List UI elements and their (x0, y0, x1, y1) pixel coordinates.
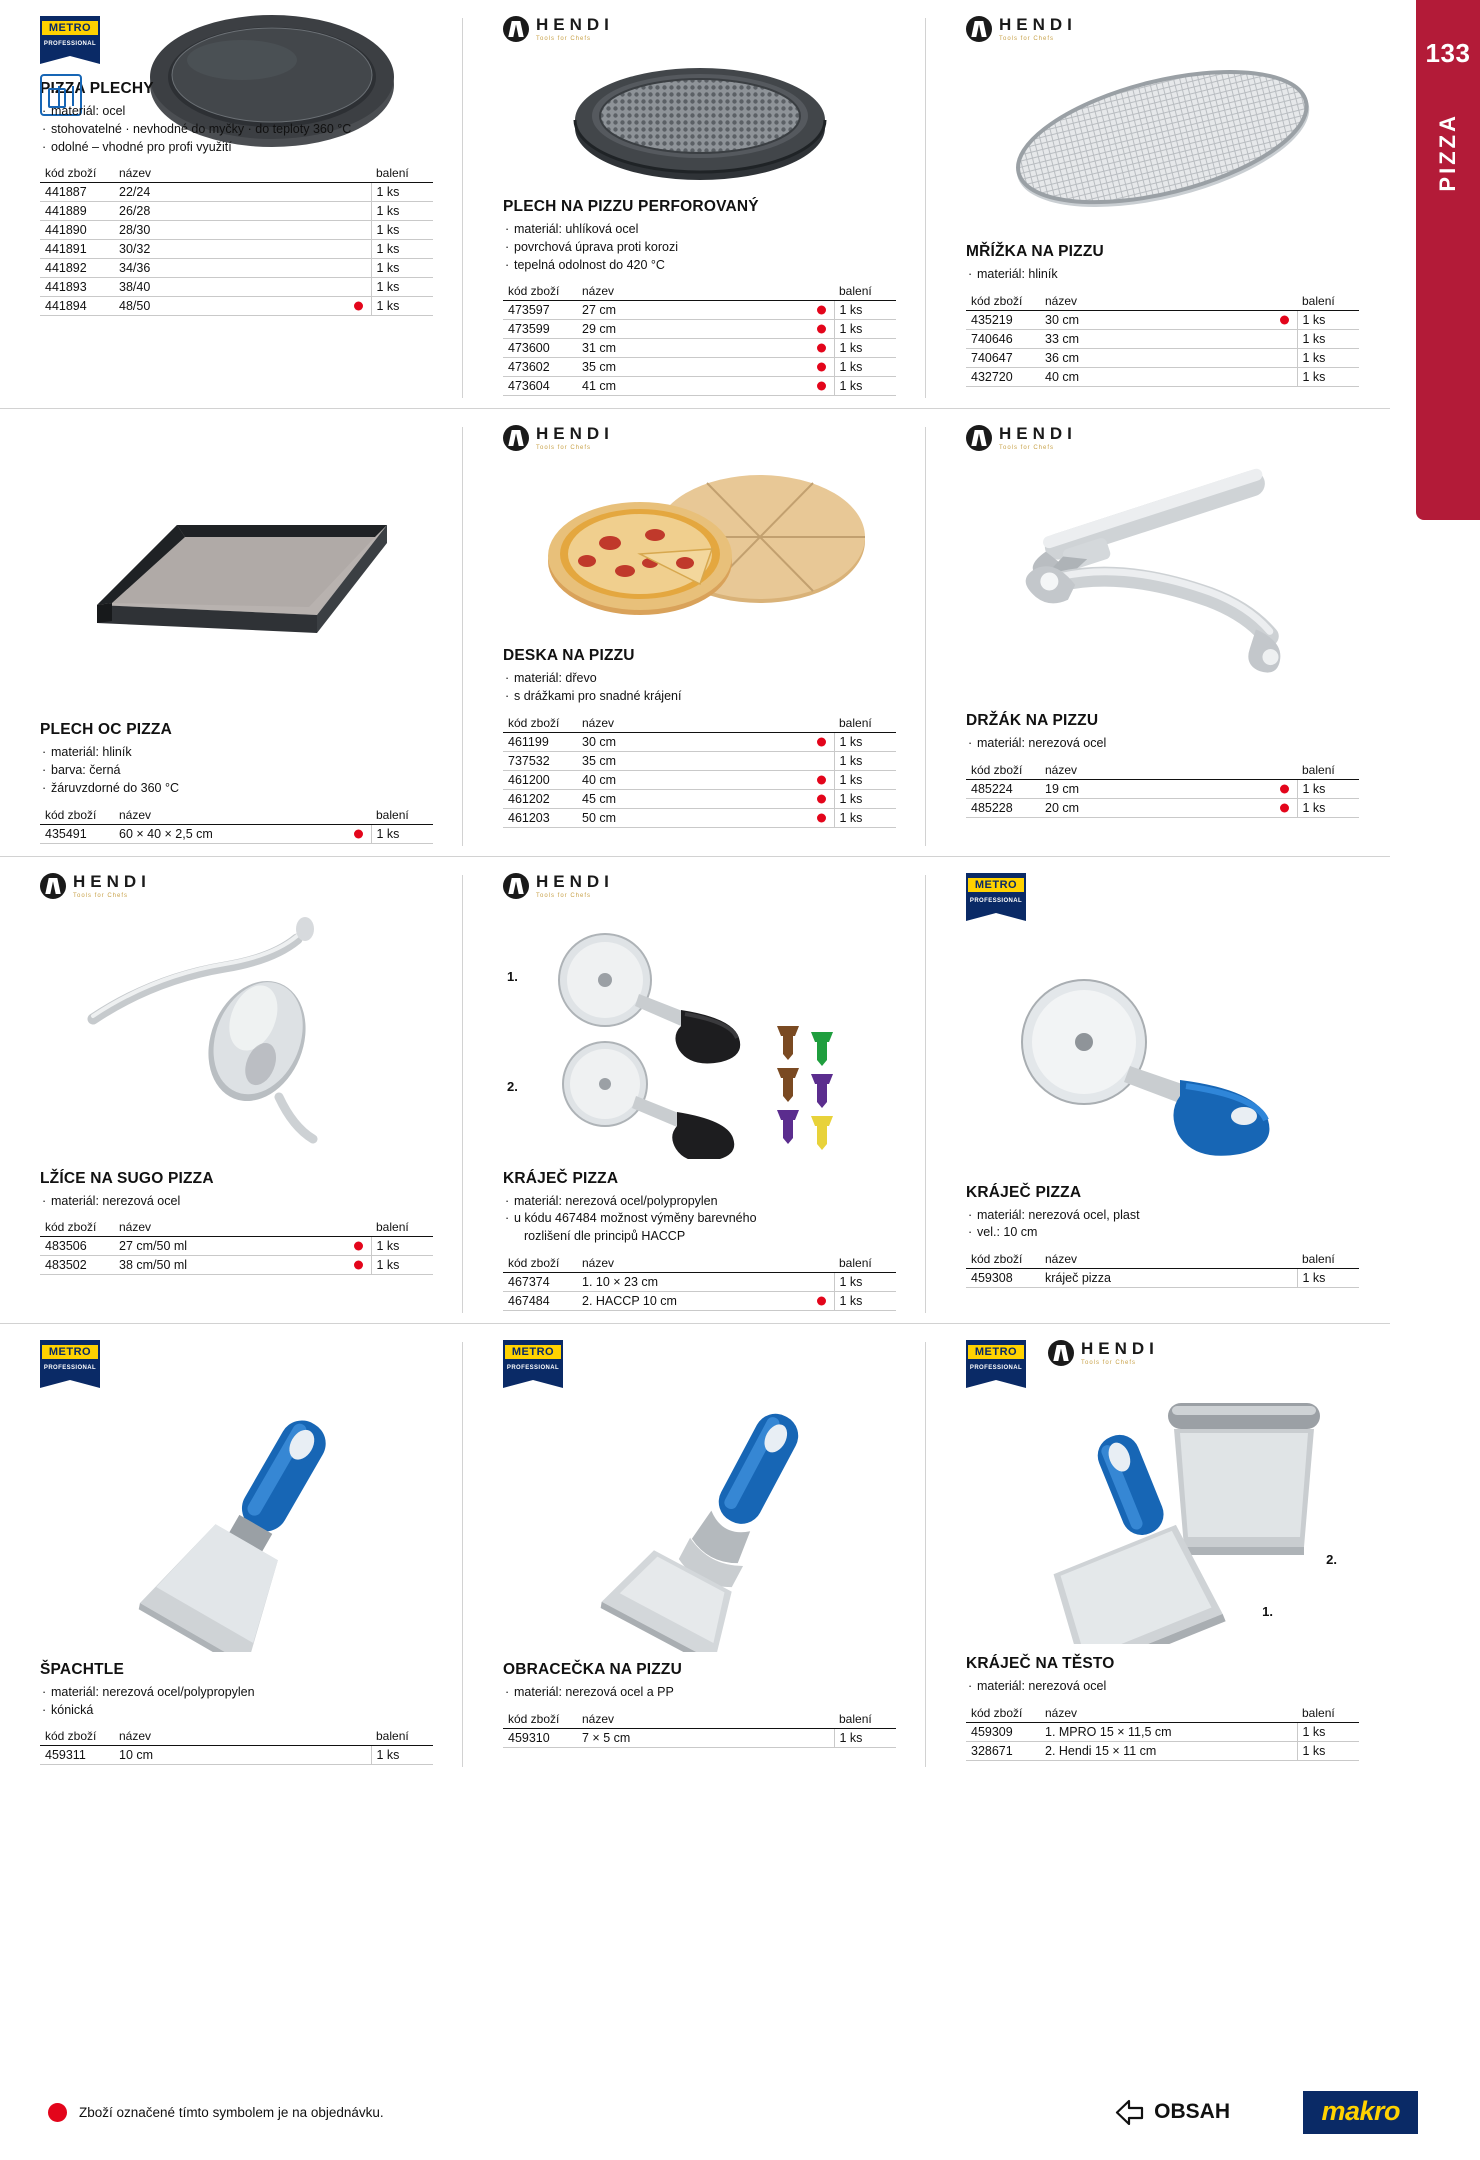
product-row (0, 409, 1390, 856)
product-image-spachtle (40, 1380, 433, 1655)
product-card-drzak-na-pizzu (926, 409, 1389, 855)
spec-line: · s drážkami pro snadné krájení (503, 688, 896, 706)
order-dot-icon (817, 794, 826, 803)
product-title: KRÁJEČ PIZZA (503, 1169, 619, 1187)
product-title: KRÁJEČ PIZZA (966, 1183, 1082, 1201)
metro-logo (40, 16, 100, 56)
brand-logos (40, 16, 433, 74)
table-row: 328671 2. Hendi 15 × 11 cm 1 ks (966, 1741, 1359, 1760)
product-card-plech-na-pizzu-perforovany (463, 0, 926, 408)
product-row (0, 857, 1390, 1324)
sku-table: kód zboží název balení 435491 60 × 40 × 2,5 cm 1 ks (40, 807, 433, 844)
table-row: 441894 48/50 1 ks (40, 297, 433, 316)
sku-table: kód zboží název balení 473597 27 cm 1 ks 473599 29 cm 1 ks 473600 31 cm 1 ks 473602 35 cm 1 ks 473604 41 cm 1 ks (503, 283, 896, 396)
product-title: OBRACEČKA NA PIZZU (503, 1660, 682, 1678)
table-row: 435219 30 cm 1 ks (966, 310, 1359, 329)
product-row (0, 1324, 1390, 1778)
spec-line: · materiál: hliník (40, 744, 433, 762)
order-dot-icon (354, 1261, 363, 1270)
product-specs (966, 735, 1359, 753)
page-side-tab (1416, 0, 1480, 520)
product-specs (40, 1193, 433, 1211)
obsah-label: OBSAH (1154, 2100, 1230, 2123)
spec-line: · materiál: hliník (966, 266, 1359, 284)
order-dot-icon (817, 325, 826, 334)
order-dot-icon (1280, 785, 1289, 794)
sku-table: kód zboží název balení 485224 19 cm 1 ks 485228 20 cm 1 ks (966, 762, 1359, 818)
order-dot-icon (817, 737, 826, 746)
figure-label-2: 2. (1326, 1551, 1337, 1567)
hendi-mark-icon (966, 425, 992, 451)
sku-table (40, 165, 433, 316)
sku-table: kód zboží název balení 459311 10 cm 1 ks (40, 1728, 433, 1765)
th-pack: balení (371, 165, 433, 183)
order-dot-icon (817, 382, 826, 391)
order-dot-icon (354, 302, 363, 311)
sku-table: kód zboží název balení 459308 kráječ pizza 1 ks (966, 1251, 1359, 1288)
table-row: 467374 1. 10 × 23 cm 1 ks (503, 1272, 896, 1291)
section-label: PIZZA (1435, 113, 1460, 192)
product-title: MŘÍŽKA NA PIZZU (966, 243, 1104, 260)
table-row: 483502 38 cm/50 ml 1 ks (40, 1256, 433, 1275)
spec-line: · kónická (40, 1702, 433, 1720)
hendi-logo: HENDI Tools for Chefs (966, 16, 1359, 42)
hendi-logo: HENDI Tools for Chefs (503, 873, 896, 899)
order-dot-icon (817, 344, 826, 353)
spec-line: · tepelná odolnost do 420 °C (503, 257, 896, 275)
product-card-pizza-plechy (0, 0, 463, 408)
th-code: kód zboží (40, 165, 114, 183)
product-card-obracecka (463, 1324, 926, 1778)
table-row: 740647 36 cm 1 ks (966, 348, 1359, 367)
product-title: DESKA NA PIZZU (503, 647, 635, 665)
sku-table: kód zboží název balení 467374 1. 10 × 23 cm 1 ks 467484 2. HACCP 10 cm 1 ks (503, 1255, 896, 1311)
product-title: KRÁJEČ NA TĚSTO (966, 1654, 1115, 1672)
table-row: 461202 45 cm 1 ks (503, 789, 896, 808)
spec-line: · povrchová úprava proti korozi (503, 239, 896, 257)
product-image-krajec-hendi (503, 899, 896, 1164)
table-row: 459311 10 cm 1 ks (40, 1746, 433, 1765)
product-image-plech-perforovany (503, 42, 896, 192)
product-card-krajec-pizza-metro (926, 857, 1389, 1323)
table-row: 441892 34/36 1 ks (40, 259, 433, 278)
metro-logo: METRO PROFESSIONAL (966, 873, 1026, 913)
spec-line: · materiál: uhlíková ocel (503, 221, 896, 239)
hendi-mark-icon (503, 873, 529, 899)
figure-label-1: 1. (1262, 1603, 1273, 1619)
page-number: 133 (1425, 38, 1471, 68)
order-dot-icon (1280, 804, 1289, 813)
spec-line: · materiál: nerezová ocel (966, 735, 1359, 753)
hendi-logo: HENDI Tools for Chefs (966, 425, 1359, 451)
table-row: 441889 26/28 1 ks (40, 202, 433, 221)
table-row: 441890 28/30 1 ks (40, 221, 433, 240)
product-specs (503, 221, 896, 274)
table-row: 485224 19 cm 1 ks (966, 780, 1359, 799)
product-title: DRŽÁK NA PIZZU (966, 712, 1099, 730)
metro-logo-text: METRO (42, 21, 98, 35)
product-card-mrizka-na-pizzu (926, 0, 1389, 408)
product-title: PLECH OC PIZZA (40, 721, 172, 739)
table-row: 459309 1. MPRO 15 × 11,5 cm 1 ks (966, 1722, 1359, 1741)
table-row: 461199 30 cm 1 ks (503, 732, 896, 751)
spec-line: · materiál: nerezová ocel/polypropylen (40, 1684, 433, 1702)
product-image-krajec-metro (966, 913, 1359, 1178)
spec-line: · materiál: nerezová ocel a PP (503, 1684, 896, 1702)
hendi-mark-icon (503, 425, 529, 451)
table-row: 473600 31 cm 1 ks (503, 339, 896, 358)
table-row: 459310 7 × 5 cm 1 ks (503, 1728, 896, 1747)
sku-table: kód zboží název balení 459310 7 × 5 cm 1 ks (503, 1711, 896, 1748)
figure-label-2: 2. (507, 1078, 518, 1094)
product-image-obracecka (503, 1380, 896, 1655)
metro-logo: METRO PROFESSIONAL (503, 1340, 563, 1380)
order-dot-icon (1280, 315, 1289, 324)
product-title: PLECH NA PIZZU PERFOROVANÝ (503, 198, 759, 215)
product-card-plech-oc-pizza (0, 409, 463, 855)
product-specs (503, 1684, 896, 1702)
brand-logos (966, 1340, 1359, 1384)
spec-line: · materiál: ocel (40, 103, 433, 121)
order-legend-text: Zboží označené tímto symbolem je na objednávku. (79, 2104, 384, 2120)
product-row (0, 0, 1390, 409)
table-row: 461200 40 cm 1 ks (503, 770, 896, 789)
back-arrow-icon (1115, 2099, 1145, 2125)
spec-line: · materiál: nerezová ocel (40, 1193, 433, 1211)
sku-table: kód zboží název balení 483506 27 cm/50 ml 1 ks 483502 38 cm/50 ml 1 ks (40, 1219, 433, 1275)
product-image-mrizka (966, 42, 1359, 237)
product-specs (966, 266, 1359, 284)
product-image-drzak (966, 451, 1359, 706)
spec-line: · materiál: dřevo (503, 670, 896, 688)
hendi-logo: HENDI Tools for Chefs (503, 425, 896, 451)
spec-line: rozlišení dle principů HACCP (524, 1229, 686, 1243)
product-specs (40, 744, 433, 797)
product-title: ŠPACHTLE (40, 1660, 124, 1678)
order-dot-icon (354, 829, 363, 838)
table-row: 737532 35 cm 1 ks (503, 751, 896, 770)
table-row: 441893 38/40 1 ks (40, 278, 433, 297)
product-specs (503, 1193, 896, 1246)
product-title: LŽÍCE NA SUGO PIZZA (40, 1169, 214, 1187)
product-card-krajec-pizza-hendi (463, 857, 926, 1323)
product-card-spachtle (0, 1324, 463, 1778)
metro-logo-sub: PROFESSIONAL (43, 41, 97, 47)
product-image-lzice (40, 899, 433, 1164)
sku-table: kód zboží název balení 435219 30 cm 1 ks 740646 33 cm 1 ks 740647 36 cm 1 ks 432720 40 cm 1 ks (966, 293, 1359, 387)
table-row: 441891 30/32 1 ks (40, 240, 433, 259)
product-image-krajec-testo (966, 1384, 1359, 1649)
spec-line: · stohovatelné · nevhodné do myčky · do teploty 360 °C (40, 121, 433, 139)
page-footer (0, 2064, 1480, 2160)
table-row: 435491 60 × 40 × 2,5 cm 1 ks (40, 824, 433, 843)
order-dot-icon (817, 775, 826, 784)
product-title: PIZZA PLECHY (40, 80, 154, 97)
spec-line: · odolné – vhodné pro profi využití (40, 139, 433, 157)
makro-logo: makro (1303, 2091, 1418, 2134)
spec-line: · barva: černá (40, 762, 433, 780)
table-row: 473604 41 cm 1 ks (503, 377, 896, 396)
obsah-link[interactable] (1115, 2099, 1230, 2125)
spec-line: · materiál: nerezová ocel (966, 1678, 1359, 1696)
order-dot-icon (817, 306, 826, 315)
product-specs (966, 1678, 1359, 1696)
order-dot-icon (817, 1296, 826, 1305)
product-specs (966, 1207, 1359, 1243)
metro-logo: METRO PROFESSIONAL (40, 1340, 100, 1380)
order-legend (48, 2103, 384, 2122)
table-row: 467484 2. HACCP 10 cm 1 ks (503, 1291, 896, 1310)
order-dot-icon (48, 2103, 67, 2122)
spec-line: · materiál: nerezová ocel, plast (966, 1207, 1359, 1225)
hendi-logo-tagline: Tools for Chefs (536, 36, 592, 42)
sku-table: kód zboží název balení 461199 30 cm 1 ks 737532 35 cm 1 ks 461200 40 cm 1 ks 461202 45 cm 1 ks 461203 50 cm 1 ks (503, 715, 896, 828)
sku-table: kód zboží název balení 459309 1. MPRO 15 × 11,5 cm 1 ks 328671 2. Hendi 15 × 11 cm 1 ks (966, 1705, 1359, 1761)
table-row: 473599 29 cm 1 ks (503, 320, 896, 339)
table-row: 483506 27 cm/50 ml 1 ks (40, 1237, 433, 1256)
product-card-krajec-na-testo (926, 1324, 1389, 1778)
table-row: 473597 27 cm 1 ks (503, 301, 896, 320)
spec-line: · materiál: nerezová ocel/polypropylen (503, 1193, 896, 1211)
product-specs (40, 103, 433, 156)
metro-logo: METRO PROFESSIONAL (966, 1340, 1026, 1380)
order-dot-icon (817, 813, 826, 822)
product-specs (503, 670, 896, 706)
product-specs (40, 1684, 433, 1720)
table-row: 441887 22/24 1 ks (40, 183, 433, 202)
product-card-lzice-na-sugo (0, 857, 463, 1323)
table-row: 432720 40 cm 1 ks (966, 367, 1359, 386)
spec-line: · vel.: 10 cm (966, 1224, 1359, 1242)
hendi-mark-icon (966, 16, 992, 42)
hendi-logo: HENDI Tools for Chefs (1048, 1340, 1159, 1366)
hendi-mark-icon (503, 16, 529, 42)
product-card-deska-na-pizzu (463, 409, 926, 855)
hendi-mark-icon (40, 873, 66, 899)
order-dot-icon (817, 363, 826, 372)
hendi-logo (503, 16, 896, 42)
spec-line: · žáruvzdorné do 360 °C (40, 780, 433, 798)
table-row: 485228 20 cm 1 ks (966, 799, 1359, 818)
th-name: název (114, 165, 371, 183)
product-image-plech-oc (40, 425, 433, 715)
table-row: 740646 33 cm 1 ks (966, 329, 1359, 348)
figure-label-1: 1. (507, 968, 518, 984)
table-row: 473602 35 cm 1 ks (503, 358, 896, 377)
table-row: 461203 50 cm 1 ks (503, 808, 896, 827)
order-dot-icon (354, 1242, 363, 1251)
hendi-mark-icon (1048, 1340, 1074, 1366)
product-image-deska (503, 451, 896, 641)
hendi-logo: HENDI Tools for Chefs (40, 873, 433, 899)
spec-line: · u kódu 467484 možnost výměny barevného (503, 1210, 896, 1228)
table-row: 459308 kráječ pizza 1 ks (966, 1269, 1359, 1288)
hendi-logo-text: HENDI (536, 15, 614, 34)
